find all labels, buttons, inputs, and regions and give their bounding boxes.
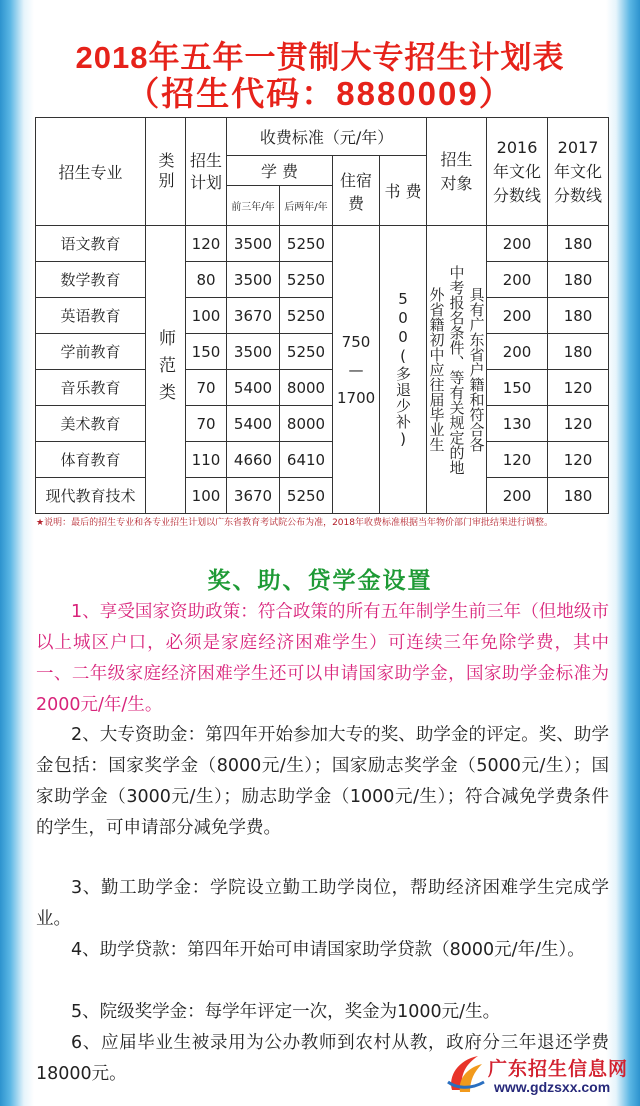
cell-score-2017: 120 [548, 370, 609, 406]
cell-score-2016: 200 [487, 226, 548, 262]
cell-last: 5250 [280, 298, 333, 334]
footnote: ★说明：最后的招生专业和各专业招生计划以广东省教育考试院公布为准，2018年收费标准根据当年物价部门审批结果进行调整。 [36, 518, 553, 528]
cell-plan: 70 [186, 370, 227, 406]
section-title: 奖、助、贷学金设置 [207, 568, 433, 594]
cell-first: 3670 [227, 298, 280, 334]
cell-plan: 110 [186, 442, 227, 478]
page-title: 2018年五年一贯制大专招生计划表 [75, 40, 565, 75]
cell-score-2017: 180 [548, 478, 609, 514]
watermark-name: 广东招生信息网 [488, 1058, 629, 1080]
cell-score-2017: 180 [548, 226, 609, 262]
paragraph-work-study: 3、勤工助学金：学院设立勤工助学岗位，帮助经济困难学生完成学业。 [36, 878, 609, 929]
cell-score-2017: 120 [548, 442, 609, 478]
cell-plan: 100 [186, 298, 227, 334]
cell-score-2017: 180 [548, 298, 609, 334]
cell-major: 现代教育技术 [36, 478, 146, 514]
watermark-url: www.gdzsxx.com [494, 1079, 611, 1095]
cell-first: 4660 [227, 442, 280, 478]
cell-first: 3670 [227, 478, 280, 514]
cell-first: 3500 [227, 334, 280, 370]
cell-last: 5250 [280, 478, 333, 514]
header-fee-standard: 收费标准（元/年） [227, 118, 427, 156]
table-row [36, 262, 609, 298]
cell-score-2017: 180 [548, 334, 609, 370]
cell-plan: 100 [186, 478, 227, 514]
cell-major: 美术教育 [36, 406, 146, 442]
cell-score-2016: 200 [487, 298, 548, 334]
header-plan: 招生计划 [186, 118, 227, 226]
table-row [36, 334, 609, 370]
cell-first: 5400 [227, 370, 280, 406]
paragraph-college-scholarship: 5、院级奖学金：每学年评定一次，奖金为1000元/生。 [71, 1002, 501, 1022]
cell-major: 英语教育 [36, 298, 146, 334]
table-row [36, 298, 609, 334]
header-category: 类别 [146, 118, 186, 226]
table-row [36, 370, 609, 406]
header-major: 招生专业 [36, 118, 146, 226]
cell-major: 音乐教育 [36, 370, 146, 406]
cell-score-2016: 120 [487, 442, 548, 478]
cell-score-2016: 200 [487, 262, 548, 298]
table-row [36, 226, 609, 262]
table-row [36, 478, 609, 514]
site-watermark [444, 1050, 634, 1100]
watermark-swoosh-icon [444, 1052, 486, 1096]
enrollment-plan-table [35, 117, 609, 514]
cell-plan: 150 [186, 334, 227, 370]
cell-first: 3500 [227, 226, 280, 262]
cell-last: 8000 [280, 406, 333, 442]
cell-score-2016: 200 [487, 334, 548, 370]
paragraph-rural-teacher: 6、应届毕业生被录用为公办教师到农村从教，政府分三年退还学费18000元。 [36, 1033, 609, 1084]
paragraph-national-aid: 1、享受国家资助政策：符合政策的所有五年制学生前三年（但地级市以上城区户口，必须是家庭经济困难学生）可连续三年免除学费，其中一、二年级家庭经济困难学生还可以申请国家助学金，国家助学金标准为2000元/年/生。 [36, 602, 609, 715]
cell-category: 师范类 [146, 226, 186, 514]
paragraph-student-loan: 4、助学贷款：第四年开始可申请国家助学贷款（8000元/年/生）。 [71, 940, 585, 960]
header-dorm: 住宿费 [333, 156, 380, 226]
table-row [36, 406, 609, 442]
header-score-2017: 2017年文化分数线 [548, 118, 609, 226]
header-score-2016: 2016年文化分数线 [487, 118, 548, 226]
cell-dorm-fee: 750—1700 [333, 226, 380, 514]
cell-score-2016: 130 [487, 406, 548, 442]
header-first-three-years: 前三年/年 [227, 186, 280, 226]
cell-last: 5250 [280, 226, 333, 262]
cell-last: 5250 [280, 334, 333, 370]
cell-major: 体育教育 [36, 442, 146, 478]
cell-last: 6410 [280, 442, 333, 478]
cell-score-2016: 150 [487, 370, 548, 406]
cell-score-2017: 180 [548, 262, 609, 298]
cell-last: 8000 [280, 370, 333, 406]
header-target: 招生对象 [427, 118, 487, 226]
header-books: 书 费 [380, 156, 427, 226]
header-last-two-years: 后两年/年 [280, 186, 333, 226]
cell-plan: 80 [186, 262, 227, 298]
cell-first: 3500 [227, 262, 280, 298]
cell-plan: 120 [186, 226, 227, 262]
cell-major: 语文教育 [36, 226, 146, 262]
cell-book-fee: 500(多退少补) [380, 226, 427, 514]
paragraph-college-aid: 2、大专资助金：第四年开始参加大专的奖、助学金的评定。奖、助学金包括：国家奖学金（8000元/生）；国家励志奖学金（5000元/生）；国家助学金（3000元/生）；励志助学金（1000元/生）；符合减免学费条件的学生，可申请部分减免学费。 [36, 725, 609, 838]
cell-major: 学前教育 [36, 334, 146, 370]
cell-major: 数学教育 [36, 262, 146, 298]
cell-last: 5250 [280, 262, 333, 298]
enrollment-code: （招生代码：8880009） [126, 75, 514, 112]
table-row [36, 442, 609, 478]
cell-plan: 70 [186, 406, 227, 442]
cell-score-2017: 120 [548, 406, 609, 442]
cell-first: 5400 [227, 406, 280, 442]
cell-score-2016: 200 [487, 478, 548, 514]
header-tuition: 学 费 [227, 156, 333, 186]
cell-target: 具有广东省户籍和符合各 中考报名条件、等有关规定的地 外省籍初中应往届毕业生 [427, 226, 487, 514]
